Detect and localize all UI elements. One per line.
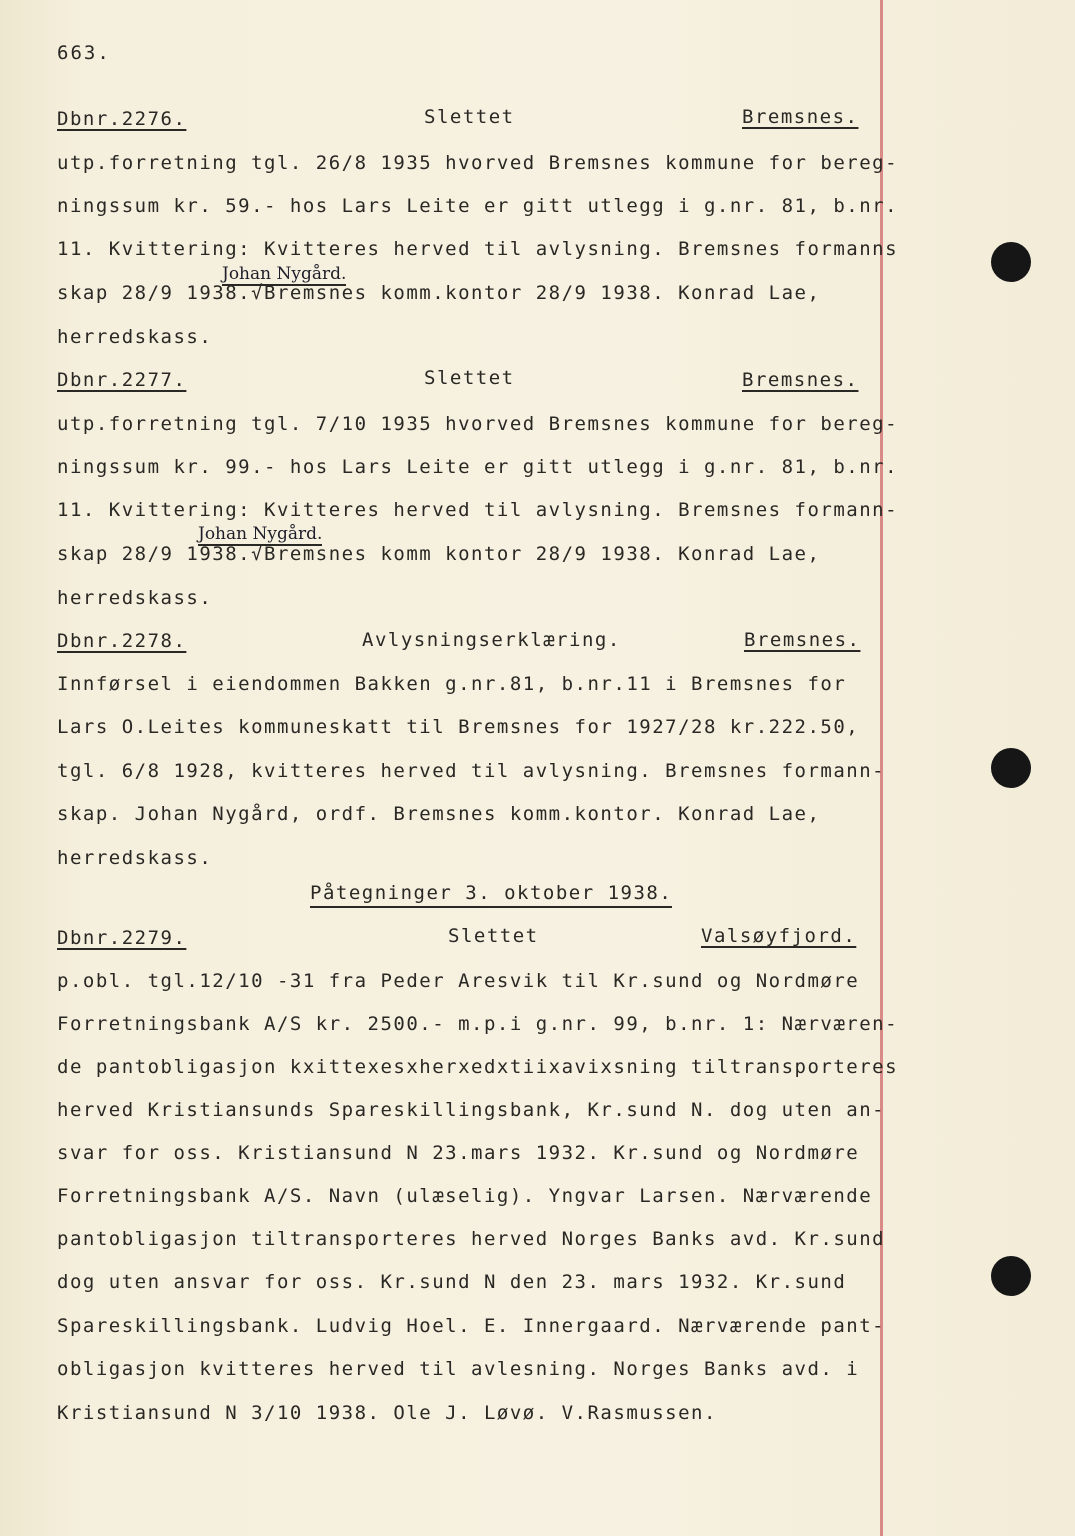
entry-place: Valsøyfjord. — [701, 925, 857, 947]
entry-text-line: skap 28/9 1938.√Bremsnes komm.kontor 28/9 1938. Konrad Lae, — [57, 282, 821, 304]
entry-text-line: Kristiansund N 3/10 1938. Ole J. Løvø. V.Rasmussen. — [57, 1402, 717, 1424]
entry-text-line: utp.forretning tgl. 26/8 1935 hvorved Bremsnes kommune for bereg- — [57, 152, 899, 174]
entry-text-line: pantobligasjon tiltransporteres herved Norges Banks avd. Kr.sund — [57, 1228, 886, 1250]
entry-text-line: svar for oss. Kristiansund N 23.mars 1932. Kr.sund og Nordmøre — [57, 1142, 860, 1164]
entry-place: Bremsnes. — [742, 106, 859, 128]
entry-text-line: 11. Kvittering: Kvitteres herved til avlysning. Bremsnes formann- — [57, 499, 899, 521]
entry-number: Dbnr.2278. — [57, 630, 187, 652]
entry-text-line: dog uten ansvar for oss. Kr.sund N den 23. mars 1932. Kr.sund — [57, 1271, 847, 1293]
entry-text-line: p.obl. tgl.12/10 -31 fra Peder Aresvik til Kr.sund og Nordmøre — [57, 970, 860, 992]
entry-status: Slettet — [424, 367, 515, 389]
entry-text-line: 11. Kvittering: Kvitteres herved til avlysning. Bremsnes formanns — [57, 238, 899, 260]
handwritten-signature: Johan Nygård. — [198, 524, 323, 544]
page-number: 663. — [57, 42, 111, 64]
entry-number: Dbnr.2276. — [57, 108, 187, 130]
handwritten-signature: Johan Nygård. — [222, 264, 347, 284]
punch-hole — [991, 748, 1031, 788]
entry-text-line: utp.forretning tgl. 7/10 1935 hvorved Bremsnes kommune for bereg- — [57, 413, 899, 435]
entry-text-line: Innførsel i eiendommen Bakken g.nr.81, b.nr.11 i Bremsnes for — [57, 673, 847, 695]
entry-text-line: Forretningsbank A/S. Navn (ulæselig). Yngvar Larsen. Nærværende — [57, 1185, 873, 1207]
entry-number: Dbnr.2279. — [57, 927, 187, 949]
entry-text-line: de pantobligasjon kxittexesxherxedxtiixavixsning tiltransporteres — [57, 1056, 899, 1078]
entry-status: Slettet — [448, 925, 539, 947]
entry-text-line: Lars O.Leites kommuneskatt til Bremsnes for 1927/28 kr.222.50, — [57, 716, 860, 738]
entry-text-line: ningssum kr. 99.- hos Lars Leite er gitt utlegg i g.nr. 81, b.nr. — [57, 456, 899, 478]
entry-number: Dbnr.2277. — [57, 369, 187, 391]
entry-text-line: ningssum kr. 59.- hos Lars Leite er gitt utlegg i g.nr. 81, b.nr. — [57, 195, 899, 217]
entry-text-line: herredskass. — [57, 326, 213, 348]
entry-text-line: Spareskillingsbank. Ludvig Hoel. E. Innergaard. Nærværende pant- — [57, 1315, 886, 1337]
entry-status: Slettet — [424, 106, 515, 128]
entry-text-line: skap. Johan Nygård, ordf. Bremsnes komm.kontor. Konrad Lae, — [57, 803, 821, 825]
entry-text-line: herredskass. — [57, 847, 213, 869]
entry-status: Avlysningserklæring. — [362, 629, 621, 651]
entry-text-line: herredskass. — [57, 587, 213, 609]
section-title: Påtegninger 3. oktober 1938. — [310, 880, 672, 908]
entry-text-line: herved Kristiansunds Spareskillingsbank, Kr.sund N. dog uten an- — [57, 1099, 886, 1121]
entry-place: Bremsnes. — [744, 629, 861, 651]
entry-place: Bremsnes. — [742, 369, 859, 391]
entry-text-line: obligasjon kvitteres herved til avlesning. Norges Banks avd. i — [57, 1358, 860, 1380]
entry-text-line: Forretningsbank A/S kr. 2500.- m.p.i g.nr. 99, b.nr. 1: Nærværen- — [57, 1013, 899, 1035]
entry-text-line: tgl. 6/8 1928, kvitteres herved til avlysning. Bremsnes formann- — [57, 760, 886, 782]
punch-hole — [991, 1256, 1031, 1296]
entry-text-line: skap 28/9 1938.√Bremsnes komm kontor 28/9 1938. Konrad Lae, — [57, 543, 821, 565]
punch-hole — [991, 242, 1031, 282]
